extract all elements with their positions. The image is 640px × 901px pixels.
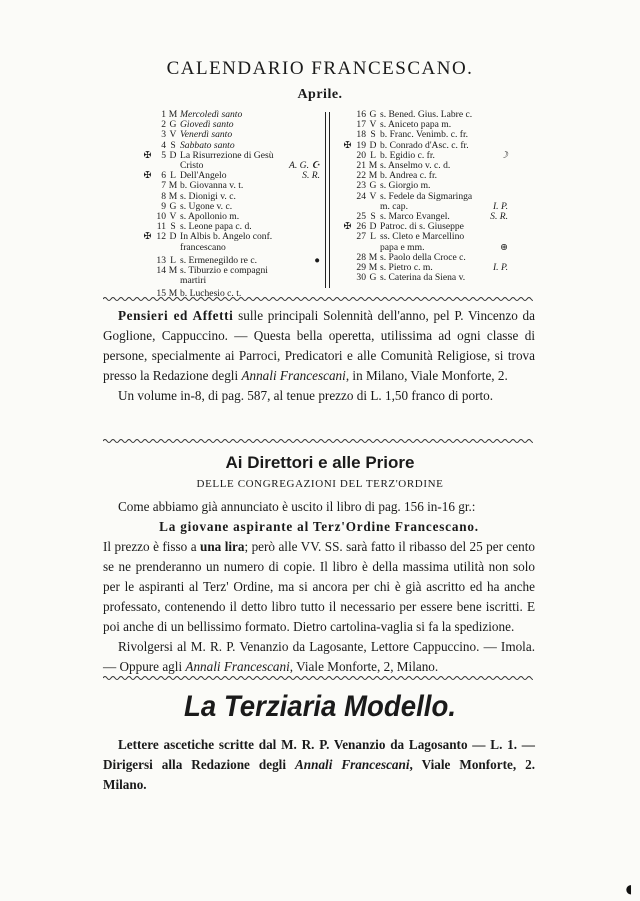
journal-name: Annali Francescani: [185, 659, 290, 674]
calendar-left-column: [140, 110, 320, 300]
calendar-saint: s. Pietro c. m.: [380, 263, 433, 274]
calendar-weekday: D: [369, 139, 377, 151]
notice-direttori-contact: [103, 637, 535, 677]
page-title: CALENDARIO FRANCESCANO.: [166, 58, 474, 79]
notice-pensieri: [103, 306, 535, 406]
notice-text: ; però alle VV. SS. sarà fatto il ribasso del 25 per cento se ne prenderanno un numero di copie. Il libro è della massima utilità non solo per le aspiranti al Terz' Ordine, ma si ancora per chi è già ascritto ed ha anche professato, contenendo il detto libro tutto il necessario per essere bene iscritti. E poi anche di un bellissimo formato. Dietro cartolina-vaglia si fa la spedizione.: [103, 539, 535, 634]
calendar-day-number: 26: [356, 221, 366, 233]
calendar-note: A. G. ☪: [289, 160, 320, 172]
cross-icon: ✠: [343, 139, 352, 151]
cross-icon: [340, 263, 355, 273]
calendar-weekday: S: [170, 139, 176, 151]
calendar-saint: b. Franc. Venimb. c. fr.: [380, 130, 469, 141]
calendar-note: ☽: [499, 149, 508, 161]
notice-terziaria-body: [103, 735, 535, 795]
calendar-day-number: 4: [161, 139, 166, 151]
notice-direttori-subheading: DELLE CONGREGAZIONI DEL TERZ'ORDINE: [196, 478, 444, 490]
calendar-weekday: V: [169, 211, 177, 223]
cross-icon: [140, 192, 155, 202]
cross-icon: [340, 110, 355, 120]
calendar-day-row: [140, 222, 320, 232]
wavy-divider: [103, 675, 533, 681]
cross-icon: ✠: [143, 149, 152, 161]
calendar-saint: Giovedì santo: [180, 120, 234, 131]
calendar-continuation-text: Cristo: [180, 160, 204, 172]
calendar-day-row: [140, 110, 320, 120]
cross-icon: ✠: [143, 231, 152, 243]
calendar-continuation-text: papa e mm.: [380, 241, 425, 253]
cross-icon: [340, 120, 355, 130]
page-edge-mark: ◖: [622, 876, 636, 901]
calendar-weekday: L: [170, 170, 176, 182]
calendar-day-number: 19: [356, 139, 366, 151]
calendar-saint: s. Tiburzio e compagni: [180, 266, 268, 277]
calendar-saint: s. Ugone v. c.: [180, 201, 233, 212]
calendar-day-number: 9: [161, 200, 166, 212]
calendar-weekday: M: [168, 109, 178, 120]
calendar-weekday: M: [368, 160, 378, 172]
calendar-day-number: 28: [356, 251, 366, 263]
notice-text: sulle principali Solennità dell'anno, pel P. Vincenzo da Goglione, Cappuccino. — Questa bella operetta, utilissima ad ogni classe di persone, specialmente ai Parroci, Predicatori e alle Comunità Religiose, si trova presso la Redazione degli: [103, 308, 535, 383]
calendar-note: S. R.: [302, 170, 320, 182]
notice-terziaria: [103, 735, 535, 795]
calendar-saint: s. Caterina da Siena v.: [380, 273, 466, 284]
calendar-saint: ss. Cleto e Marcellino: [380, 232, 465, 243]
calendar-saint: s. Aniceto papa m.: [380, 120, 452, 131]
calendar-day-number: 10: [156, 211, 166, 223]
calendar-day-row: [140, 266, 320, 276]
calendar-day-row: [140, 212, 320, 222]
calendar-day-row: [140, 181, 320, 191]
calendar-weekday: S: [370, 129, 376, 141]
notice-text: , Viale Monforte, 2. Milano.: [103, 757, 536, 792]
cross-icon: [140, 130, 155, 140]
calendar-divider: [325, 112, 330, 288]
calendar-weekday: L: [370, 149, 376, 161]
cross-icon: [340, 151, 355, 161]
calendar-day-number: 7: [161, 180, 166, 192]
calendar-saint: b. Conrado d'Asc. c. fr.: [380, 140, 469, 151]
notice-terziaria-heading: La Terziaria Modello.: [184, 690, 456, 723]
calendar-saint: s. Paolo della Croce c.: [380, 252, 466, 263]
calendar-day-number: 29: [356, 262, 366, 274]
calendar-weekday: M: [168, 288, 178, 300]
notice-text: Rivolgersi al M. R. P. Venanzio da Lagosante, Lettore Cappuccino. — Imola. — Oppure agli: [103, 639, 535, 674]
calendar-note: I. P.: [492, 262, 508, 274]
calendar-day-number: 27: [356, 231, 366, 243]
notice-direttori-heading: Ai Direttori e alle Priore: [225, 453, 415, 472]
calendar-weekday: G: [169, 200, 177, 212]
calendar-continuation-text: martiri: [180, 275, 207, 287]
cross-icon: [140, 256, 155, 266]
cross-icon: [340, 192, 355, 202]
calendar-day-row: [340, 273, 508, 283]
cross-icon: [340, 181, 355, 191]
calendar-day-number: 11: [156, 221, 166, 233]
cross-icon: [140, 202, 155, 212]
calendar-weekday: M: [368, 262, 378, 274]
calendar-right-column: [340, 110, 508, 283]
calendar-day-number: 24: [356, 190, 366, 202]
calendar-day-row: [140, 120, 320, 130]
journal-name: Annali Francescani: [241, 368, 346, 383]
calendar-day-row: [140, 151, 320, 161]
calendar-day-number: 5: [161, 149, 166, 161]
calendar-day-number: 22: [356, 170, 366, 182]
calendar-day-row: [140, 192, 320, 202]
calendar-day-number: 23: [356, 180, 366, 192]
calendar-weekday: G: [169, 119, 177, 131]
calendar-weekday: S: [370, 211, 376, 223]
calendar-saint: In Albis b. Angelo conf.: [180, 232, 273, 243]
calendar-saint: s. Bened. Gius. Labre c.: [380, 110, 473, 120]
calendar-note: ⊛: [499, 241, 508, 253]
calendar-day-number: 17: [356, 119, 366, 131]
calendar-day-row: [340, 192, 508, 202]
notice-direttori-intro: Come abbiamo già annunciato è uscito il libro di pag. 156 in-16 gr.:: [118, 499, 476, 514]
calendar-day-number: 15: [156, 288, 166, 300]
calendar-weekday: G: [369, 109, 377, 120]
calendar-weekday: G: [369, 180, 377, 192]
calendar-day-row: [140, 256, 320, 266]
calendar-day-number: 20: [356, 149, 366, 161]
calendar-weekday: V: [369, 119, 377, 131]
calendar-note: S. R.: [490, 211, 508, 223]
calendar-note: I. P.: [492, 200, 508, 212]
calendar-saint: b. Egidio c. fr.: [380, 150, 435, 161]
calendar-day-row: [140, 141, 320, 151]
calendar-saint: s. Apollonio m.: [180, 212, 240, 223]
calendar-continuation: [140, 243, 320, 253]
calendar-day-number: 21: [356, 160, 366, 172]
calendar-continuation-text: m. cap.: [380, 200, 408, 212]
calendar-saint: b. Luchesio c. t.: [180, 289, 242, 300]
calendar-weekday: L: [370, 231, 376, 243]
calendar-weekday: L: [170, 254, 176, 266]
calendar-weekday: V: [369, 190, 377, 202]
cross-icon: [140, 212, 155, 222]
calendar-saint: s. Giorgio m.: [380, 181, 431, 192]
calendar-saint: b. Giovanna v. t.: [180, 181, 244, 192]
calendar-weekday: S: [170, 221, 176, 233]
calendar-day-number: 1: [161, 109, 166, 120]
cross-icon: [140, 266, 155, 276]
notice-text: , Viale Monforte, 2, Milano.: [289, 659, 439, 674]
calendar-saint: La Risurrezione di Gesù: [180, 150, 274, 161]
calendar-day-number: 18: [356, 129, 366, 141]
notice-text: Il prezzo è fisso a: [103, 539, 200, 554]
cross-icon: [340, 171, 355, 181]
calendar-weekday: V: [169, 129, 177, 141]
price-emphasis: una lira: [200, 539, 245, 554]
cross-icon: [340, 273, 355, 283]
calendar-note: ●: [314, 254, 320, 266]
notice-text: Lettere ascetiche scritte dal M. R. P. Venanzio da Lagosanto — L. 1. — Dirigersi alla Redazione degli: [103, 737, 535, 772]
journal-name: Annali Francescani: [295, 757, 410, 772]
calendar-saint: Venerdì santo: [180, 130, 233, 141]
notice-pensieri-title: Pensieri ed Affetti: [118, 308, 234, 323]
calendar-day-number: 16: [356, 109, 366, 120]
calendar-saint: s. Leone papa c. d.: [180, 222, 252, 233]
calendar-day-row: [140, 202, 320, 212]
calendar-weekday: D: [169, 231, 177, 243]
calendar-saint: s. Dionigi v. c.: [180, 191, 236, 202]
calendar-saint: s. Ermenegildo re c.: [180, 255, 257, 266]
calendar-continuation: [140, 161, 320, 171]
calendar-saint: Dell'Angelo: [180, 171, 227, 182]
calendar-weekday: G: [369, 272, 377, 284]
month-heading: Aprile.: [297, 87, 343, 102]
calendar-saint: Mercoledì santo: [180, 110, 243, 120]
wavy-divider: [103, 296, 533, 302]
calendar-weekday: D: [169, 149, 177, 161]
notice-text: , in Milano, Viale Monforte, 2.: [345, 368, 508, 383]
notice-pensieri-body: [103, 306, 535, 386]
calendar-weekday: M: [368, 170, 378, 182]
notice-direttori-body: [103, 537, 535, 637]
calendar-day-number: 25: [356, 211, 366, 223]
notice-pensieri-price: Un volume in-8, di pag. 587, al tenue prezzo di L. 1,50 franco di porto.: [118, 388, 494, 403]
calendar-day-row: [140, 171, 320, 181]
calendar-day-number: 6: [161, 170, 166, 182]
calendar-saint: s. Anselmo v. c. d.: [380, 161, 451, 172]
calendar-continuation: [140, 276, 320, 286]
book-title: La giovane aspirante al Terz'Ordine Francescano.: [159, 519, 479, 534]
calendar-saint: Sabbato santo: [180, 140, 235, 151]
cross-icon: ✠: [343, 221, 352, 233]
calendar-day-row: [140, 130, 320, 140]
calendar-weekday: M: [368, 251, 378, 263]
notice-direttori: [103, 497, 535, 677]
wavy-divider: [103, 438, 533, 444]
calendar-continuation-text: francescano: [180, 241, 226, 253]
calendar-saint: s. Marco Evangel.: [380, 212, 450, 223]
calendar-day-number: 12: [156, 231, 166, 243]
calendar-weekday: M: [168, 265, 178, 277]
calendar-saint: s. Fedele da Sigmaringa: [380, 191, 473, 202]
calendar-day-number: 13: [156, 254, 166, 266]
calendar-day-number: 30: [356, 272, 366, 284]
calendar-saint: Patroc. di s. Giuseppe: [380, 222, 464, 233]
calendar-weekday: M: [168, 180, 178, 192]
cross-icon: [340, 253, 355, 263]
calendar-day-number: 8: [161, 190, 166, 202]
cross-icon: ✠: [143, 170, 152, 182]
cross-icon: [340, 232, 355, 242]
calendar-day-number: 3: [161, 129, 166, 141]
calendar-saint: b. Andrea c. fr.: [380, 171, 438, 182]
cross-icon: [140, 120, 155, 130]
calendar-day-row: [140, 232, 320, 242]
calendar-weekday: M: [168, 190, 178, 202]
calendar-weekday: D: [369, 221, 377, 233]
calendar-day-number: 14: [156, 265, 166, 277]
cross-icon: [140, 181, 155, 191]
cross-icon: [140, 110, 155, 120]
calendar-day-number: 2: [161, 119, 166, 131]
cross-icon: [340, 161, 355, 171]
